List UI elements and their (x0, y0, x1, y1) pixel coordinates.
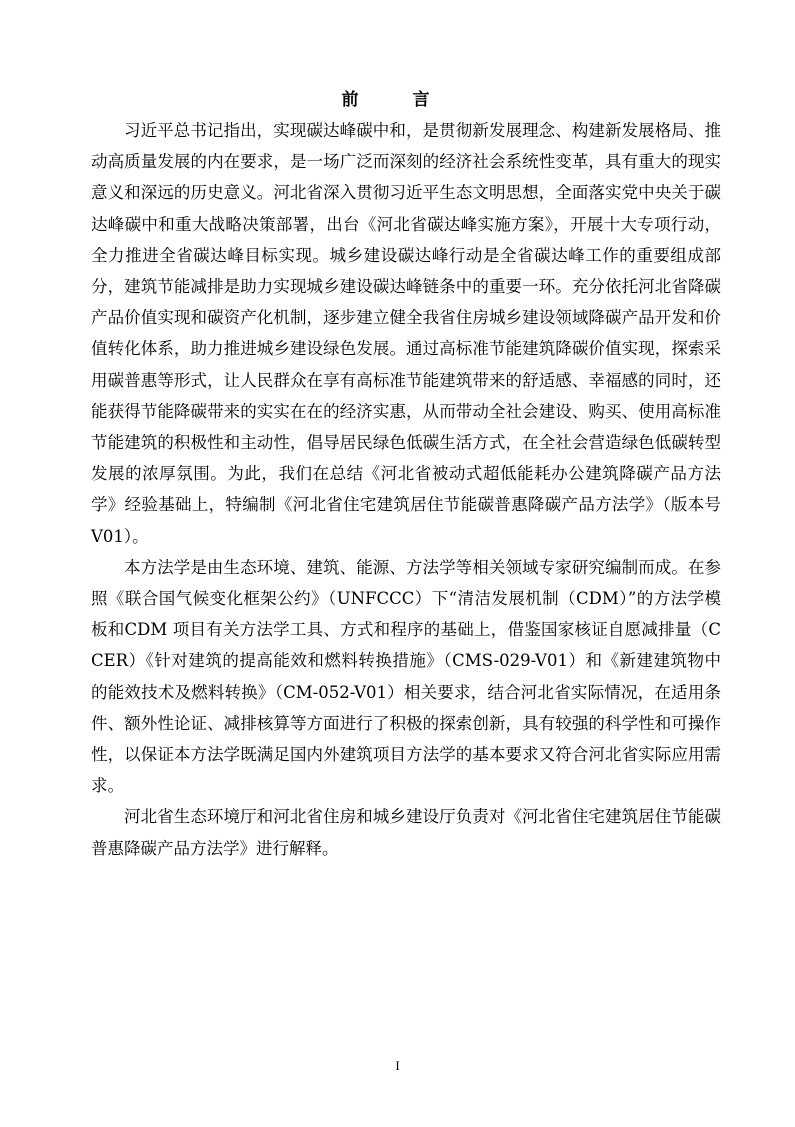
paragraph-intro: 习近平总书记指出，实现碳达峰碳中和，是贯彻新发展理念、构建新发展格局、推动高质量发展的内在要求，是一场广泛而深刻的经济社会系统性变革，具有重大的现实意义和深远的历史意义。河北省深入贯彻习近平生态文明思想，全面落实党中央关于碳达峰碳中和重大战略决策部署，出台《河北省碳达峰实施方案》，开展十大专项行动，全力推进全省碳达峰目标实现。城乡建设碳达峰行动是全省碳达峰工作的重要组成部分，建筑节能减排是助力实现城乡建设碳达峰链条中的重要一环。充分依托河北省降碳产品价值实现和碳资产化机制，逐步建立健全我省住房城乡建设领域降碳产品开发和价值转化体系，助力推进城乡建设绿色发展。通过高标准节能建筑降碳价值实现，探索采用碳普惠等形式，让人民群众在享有高标准节能建筑带来的舒适感、幸福感的同时，还能获得节能降碳带来的实实在在的经济实惠，从而带动全社会建设、购买、使用高标准节能建筑的积极性和主动性，倡导居民绿色低碳生活方式，在全社会营造绿色低碳转型发展的浓厚氛围。为此，我们在总结《河北省被动式超低能耗办公建筑降碳产品方法学》经验基础上，特编制《河北省住宅建筑居住节能碳普惠降碳产品方法学》（版本号 V01）。 (91, 121, 721, 546)
document-title: 前 言 (341, 90, 454, 110)
page-number: I (395, 1058, 400, 1073)
document-body (91, 115, 721, 864)
paragraph-interpretation: 河北省生态环境厅和河北省住房和城乡建设厅负责对《河北省住宅建筑居住节能碳普惠降碳产品方法学》进行解释。 (91, 807, 721, 858)
paragraph-methodology: 本方法学是由生态环境、建筑、能源、方法学等相关领域专家研究编制而成。在参照《联合国气候变化框架公约》（UNFCCC）下“清洁发展机制（CDM）”的方法学模板和CDM 项目有关方法学工具、方式和程序的基础上，借鉴国家核证自愿减排量（CCER）《针对建筑的提高能效和燃料转换措施》（CMS-029-V01）和《新建建筑物中的能效技术及燃料转换》（CM-052-V01）相关要求，结合河北省实际情况，在适用条件、额外性论证、减排核算等方面进行了积极的探索创新，具有较强的科学性和可操作性，以保证本方法学既满足国内外建筑项目方法学的基本要求又符合河北省实际应用需求。 (91, 557, 721, 796)
